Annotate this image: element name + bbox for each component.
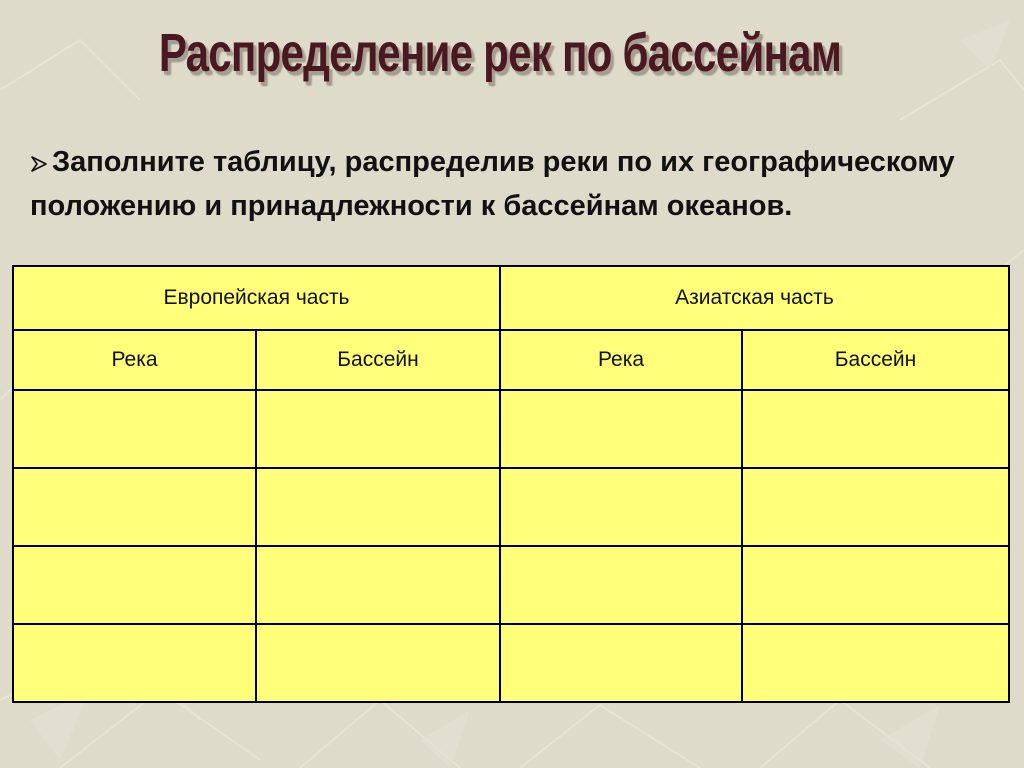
column-header-basin: Бассейн [742,330,1009,390]
table-cell[interactable] [742,468,1009,546]
table-cell[interactable] [13,468,256,546]
table-row [13,468,1009,546]
header-european-part: Европейская часть [13,266,500,330]
table-cell[interactable] [256,546,500,624]
table-cell[interactable] [500,546,742,624]
column-header-basin: Бассейн [256,330,500,390]
header-asian-part: Азиатская часть [500,266,1009,330]
table-cell[interactable] [256,390,500,468]
column-header-river: Река [13,330,256,390]
table-cell[interactable] [13,390,256,468]
table-cell[interactable] [742,546,1009,624]
table-cell[interactable] [500,468,742,546]
table-cell[interactable] [256,468,500,546]
table-cell[interactable] [13,624,256,702]
table-cell[interactable] [13,546,256,624]
table-cell[interactable] [742,624,1009,702]
table-row [13,624,1009,702]
instruction-label: Заполните таблицу, распределив реки по их географическому положению и принадлежности к бассейнам океанов. [30,146,955,222]
table-cell[interactable] [742,390,1009,468]
arrow-bullet-icon [30,140,52,184]
table-cell[interactable] [500,624,742,702]
instruction-text [30,140,990,228]
rivers-table [12,265,1010,703]
table-cell[interactable] [500,390,742,468]
column-header-river: Река [500,330,742,390]
table-group-header-row [13,266,1009,330]
page-title: Распределение рек по бассейнам [158,23,842,83]
table-row [13,546,1009,624]
table-row [13,390,1009,468]
table-cell[interactable] [256,624,500,702]
table-column-header-row [13,330,1009,390]
